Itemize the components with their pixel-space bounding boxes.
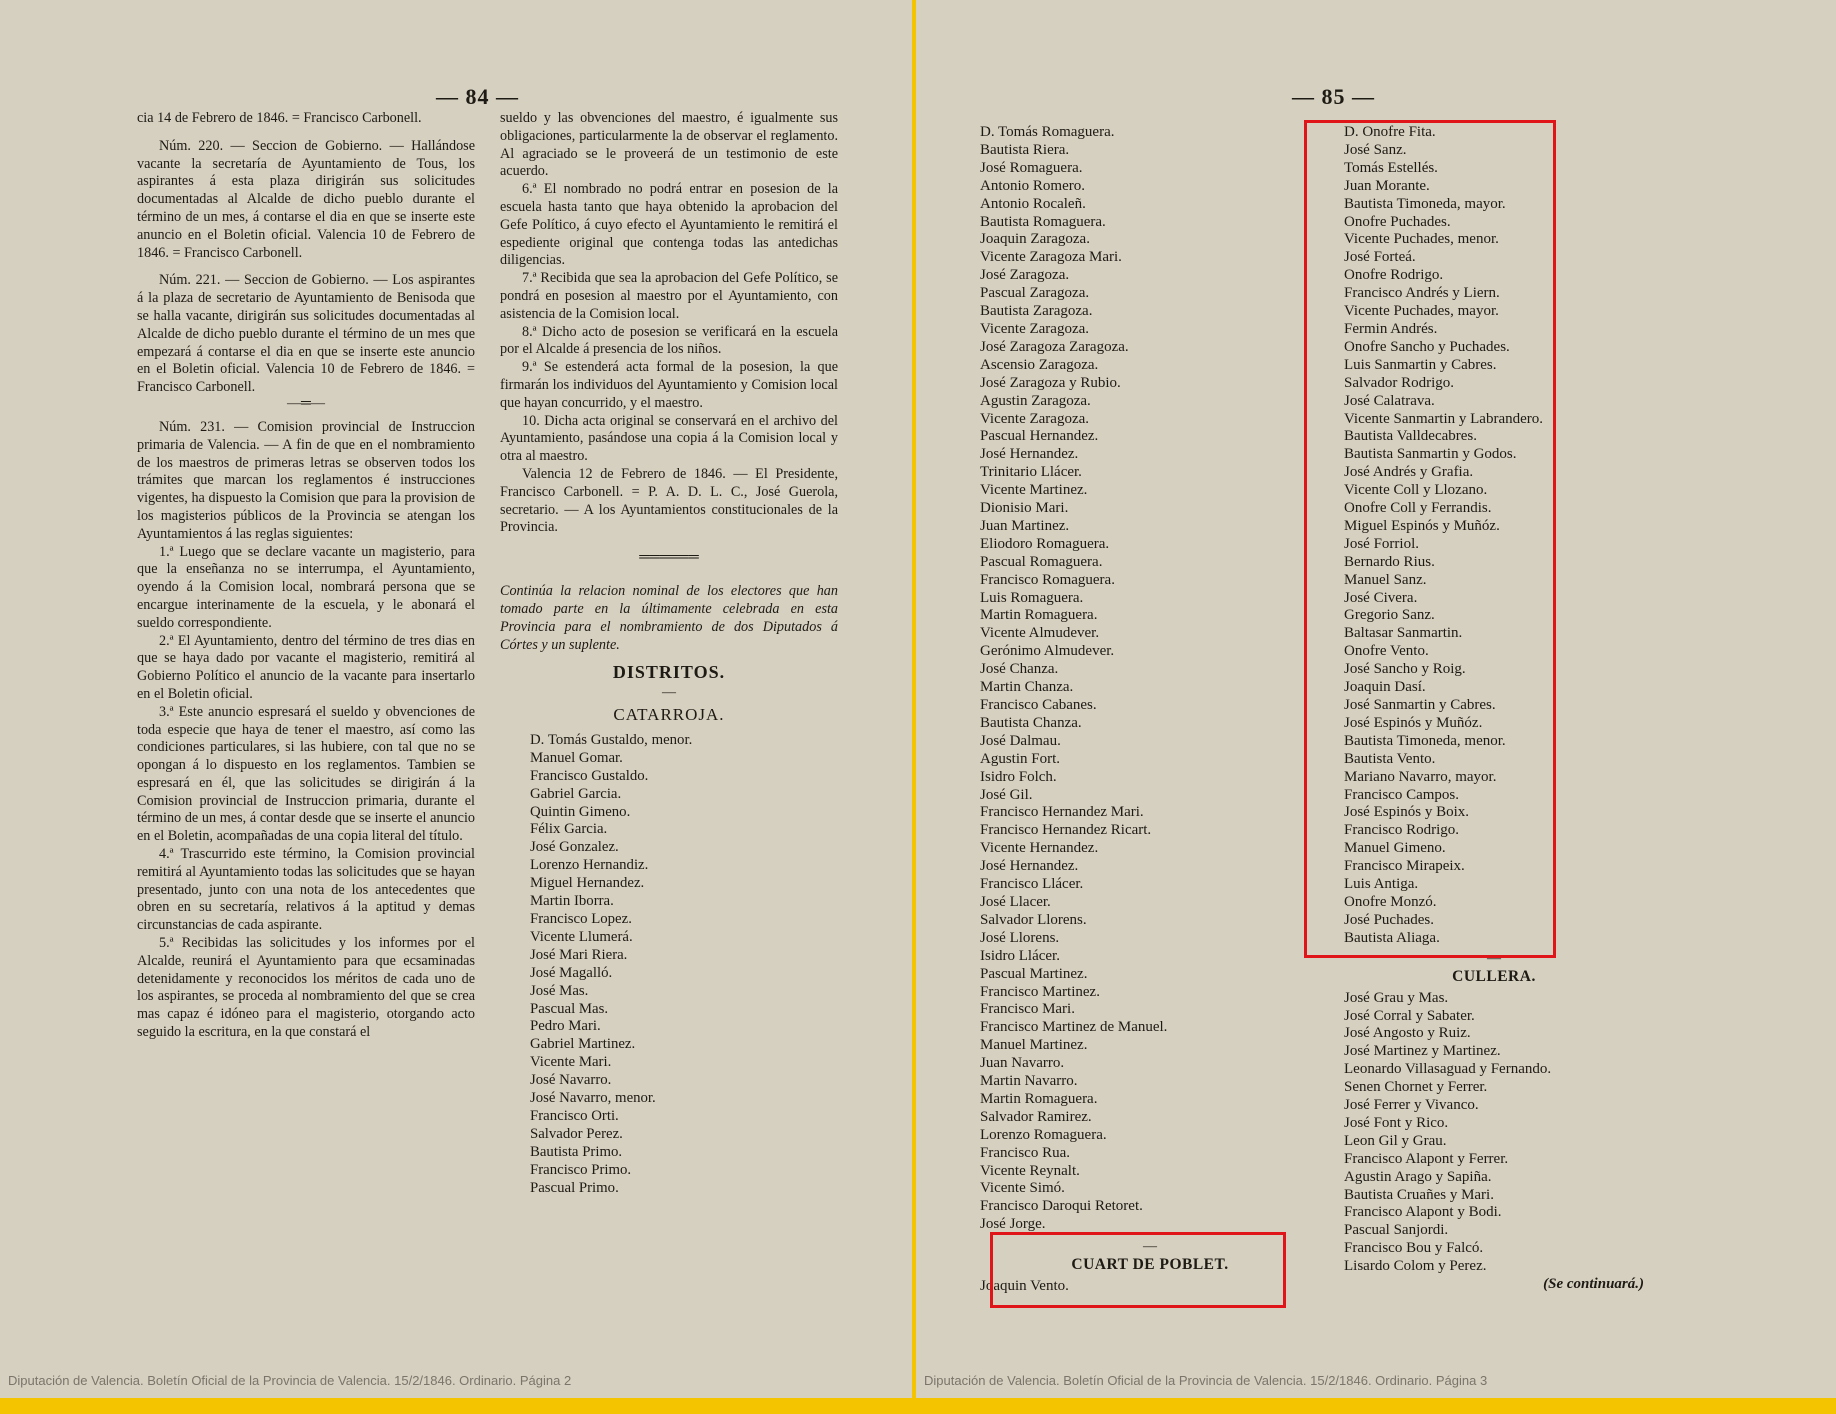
elector-name: José Dalmau. (980, 732, 1061, 749)
page-number: — 84 — (436, 84, 519, 109)
elector-name: Francisco Hernandez Mari. (980, 804, 1144, 821)
elector-name: Francisco Alapont y Bodi. (1344, 1204, 1502, 1221)
elector-name: José Hernandez. (980, 858, 1079, 875)
elector-name: Francisco Rodrigo. (1344, 822, 1459, 839)
rule-3: 3.ª Este anuncio espresará el sueldo y obvenciones de toda especie que haya de tener el maestro, así como las condiciones particulares, si las hubiere, con tal que no se opongan á lo dispuesto en los reglamentos. Tambien se espresará en él, que las solicitudes se dirigirán á la Comision provincial de Instruccion primaria, durante el término de un mes, á contar desde que se inserte el anuncio en el Boletin, acompañadas de una copia literal del título. (137, 703, 475, 845)
elector-name: D. Tomás Romaguera. (980, 124, 1115, 140)
elector-name: José Angosto y Ruiz. (1344, 1025, 1471, 1042)
elector-name: Francisco Lopez. (530, 910, 632, 927)
continued-note: (Se continuará.) (1543, 1276, 1644, 1293)
elector-name: D. Onofre Fita. (1344, 124, 1436, 140)
elector-name: Dionisio Mari. (980, 500, 1069, 517)
paragraph: sueldo y las obvenciones del maestro, é igualmente sus obligaciones, particularmente la de observar el reglamento. Al agraciado se le proveerá de un testimonio de este acuerdo. (500, 110, 838, 180)
elector-name: Gregorio Sanz. (1344, 607, 1435, 624)
elector-name: José Chanza. (980, 661, 1059, 678)
elector-name: José Sanz. (1344, 141, 1407, 158)
elector-name: Onofre Sancho y Puchades. (1344, 338, 1510, 355)
rule-8: 8.ª Dicho acto de posesion se verificará en la escuela por el Alcalde á presencia de los niños. (500, 323, 838, 358)
elector-name: Isidro Folch. (980, 768, 1057, 785)
elector-name: Vicente Simó. (980, 1180, 1065, 1197)
elector-name: José Zaragoza Zaragoza. (980, 338, 1129, 355)
elector-name: José Llorens. (980, 929, 1060, 946)
elector-name: Bautista Cruañes y Mari. (1344, 1186, 1494, 1203)
elector-name: José Mari Riera. (530, 946, 628, 963)
elector-name: José Puchades. (1344, 911, 1434, 928)
elector-name: Vicente Puchades, mayor. (1344, 303, 1499, 320)
elector-name: Francisco Daroqui Retoret. (980, 1198, 1143, 1215)
elector-name: José Romaguera. (980, 159, 1083, 176)
elector-name: Senen Chornet y Ferrer. (1344, 1079, 1488, 1096)
highlight-box-names (1304, 120, 1556, 958)
elector-name: Baltasar Sanmartin. (1344, 625, 1463, 642)
elector-name: Miguel Espinós y Muñóz. (1344, 517, 1500, 534)
elector-name: José Ferrer y Vivanco. (1344, 1097, 1479, 1114)
elector-name: José Forteá. (1344, 249, 1416, 266)
right-column-1 (980, 124, 1320, 1296)
elector-name: José Navarro, menor. (530, 1090, 656, 1107)
signature: Valencia 12 de Febrero de 1846. — El Presidente, Francisco Carbonell. = P. A. D. L. C., José Guerola, secretario. — A los Ayuntamientos constitucionales de la Provincia. (500, 465, 838, 536)
elector-name: Onofre Rodrigo. (1344, 267, 1444, 284)
elector-name: Vicente Sanmartin y Labrandero. (1344, 410, 1544, 427)
elector-name: Francisco Campos. (1344, 786, 1459, 803)
elector-name: D. Tomás Gustaldo, menor. (530, 731, 693, 748)
rule-5: 5.ª Recibidas las solicitudes y los informes por el Alcalde, reunirá el Ayuntamiento para que ecsaminadas detenidamente y reconocidos los méritos de cada uno de los aspirantes, se proceda al nombramiento del que se crea mas capaz é idóneo para el magisterio, otorgando acto seguido la escritura, en la que constará el (137, 935, 475, 1041)
separator: — (1143, 1239, 1157, 1255)
notice-221: Núm. 221. — Seccion de Gobierno. — Los aspirantes á la plaza de secretario de Ayuntamiento de Benisoda que se halla vacante, dirigirán sus solicitudes documentadas al Alcalde de dicho pueblo durante el término de un mes que empezará á contarse el dia en que se inserte este anuncio en el Boletin oficial. Valencia 10 de Febrero de 1846. = Francisco Carbonell. (137, 272, 475, 396)
elector-name: Manuel Gomar. (530, 749, 623, 766)
elector-name: Gabriel Martinez. (530, 1036, 636, 1053)
separator: ══════ (639, 550, 699, 566)
elector-list-cullera (1344, 990, 1644, 1277)
elector-name: Juan Martinez. (980, 517, 1070, 534)
separator: — (1487, 950, 1501, 966)
elector-name: Francisco Cabanes. (980, 697, 1097, 713)
elector-name: José Navarro. (530, 1072, 612, 1089)
elector-name: Bautista Sanmartin y Godos. (1344, 446, 1517, 463)
elector-name: Vicente Zaragoza. (980, 320, 1090, 337)
town-heading: CATARROJA. (613, 705, 725, 725)
elector-name: Francisco Mari. (980, 1001, 1075, 1018)
elector-name: Pascual Zaragoza. (980, 285, 1090, 302)
page-footer: Diputación de Valencia. Boletín Oficial de la Provincia de Valencia. 15/2/1846. Ordinario. Página 2 (8, 1373, 572, 1388)
town-heading-cuart: CUART DE POBLET. (1071, 1256, 1229, 1274)
elector-name: José Zaragoza y Rubio. (980, 374, 1121, 391)
elector-name: José Zaragoza. (980, 267, 1070, 284)
elector-name: Agustin Arago y Sapiña. (1344, 1168, 1492, 1185)
town-heading-cullera: CULLERA. (1452, 967, 1536, 985)
elector-name: José Forriol. (1344, 535, 1419, 552)
elector-name: Trinitario Llácer. (980, 464, 1082, 481)
elector-name: José Andrés y Grafia. (1344, 464, 1474, 481)
elector-name: Joaquin Dasí. (1344, 679, 1426, 696)
elector-name: Vicente Zaragoza Mari. (980, 249, 1122, 266)
elector-list-continued (980, 124, 1320, 1234)
elector-name: Leon Gil y Grau. (1344, 1132, 1447, 1149)
left-column-2 (500, 110, 838, 1197)
elector-name: Francisco Rua. (980, 1144, 1070, 1161)
elector-name: Vicente Zaragoza. (980, 410, 1090, 427)
elector-name: Manuel Gimeno. (1344, 840, 1446, 857)
elector-name: Pascual Hernandez. (980, 428, 1099, 445)
rule-2: 2.ª El Ayuntamiento, dentro del término de tres dias en que se haya dado por vacante el magisterio, remitirá al Gobierno Político el anuncio de la vacante para insertarlo en el Boletin oficial. (137, 632, 475, 702)
elector-name: Lorenzo Hernandiz. (530, 857, 649, 874)
elector-name: Gerónimo Almudever. (980, 643, 1115, 660)
elector-name: Salvador Perez. (530, 1125, 623, 1142)
elector-name: Agustin Zaragoza. (980, 392, 1091, 409)
section-heading: DISTRITOS. (612, 662, 726, 683)
elector-name: Luis Sanmartin y Cabres. (1344, 356, 1497, 373)
elector-name: Francisco Alapont y Ferrer. (1344, 1150, 1509, 1167)
elector-name: Leonardo Villasaguad y Fernando. (1344, 1061, 1552, 1078)
page-85 (916, 0, 1836, 1398)
elector-name: José Gil. (980, 786, 1033, 803)
rule-9: 9.ª Se estenderá acta formal de la posesion, la que firmarán los individuos del Ayuntamiento y Comision local que hayan concurrido, y el maestro. (500, 359, 838, 411)
rule-7: 7.ª Recibida que sea la aprobacion del Gefe Político, se pondrá en posesion al maestro por el Ayuntamiento, con asistencia de la Comision local. (500, 270, 838, 322)
elector-name: Juan Navarro. (980, 1055, 1065, 1072)
elector-name: Pascual Primo. (530, 1179, 619, 1196)
elector-name: Joaquin Vento. (980, 1278, 1069, 1295)
elector-name: Onofre Puchades. (1344, 213, 1451, 230)
elector-name: Juan Morante. (1344, 177, 1430, 194)
separator: —═— (287, 395, 325, 411)
elector-name: Francisco Mirapeix. (1344, 858, 1465, 875)
elector-name: Félix Garcia. (530, 821, 608, 838)
left-column-1 (137, 110, 475, 1042)
elector-name: Vicente Reynalt. (980, 1162, 1080, 1179)
elector-name: Bautista Vento. (1344, 750, 1436, 767)
electors-intro: Continúa la relacion nominal de los electores que han tomado parte en la últimamente celebrada en esta Provincia para el nombramiento de dos Diputados á Córtes y un suplente. (500, 583, 838, 653)
elector-name: José Llacer. (980, 893, 1051, 910)
elector-name: Isidro Llácer. (980, 947, 1060, 964)
elector-name: Eliodoro Romaguera. (980, 535, 1110, 552)
elector-name: Francisco Martinez. (980, 983, 1100, 1000)
elector-name: Ascensio Zaragoza. (980, 356, 1099, 373)
elector-name: Francisco Andrés y Liern. (1344, 285, 1500, 302)
elector-name: Bautista Zaragoza. (980, 303, 1093, 320)
elector-name: Pascual Sanjordi. (1344, 1222, 1449, 1239)
elector-name: Bautista Timoneda, mayor. (1344, 195, 1506, 212)
elector-name: Tomás Estellés. (1344, 159, 1438, 176)
elector-name: Martin Iborra. (530, 893, 614, 910)
elector-name: Miguel Hernandez. (530, 875, 645, 892)
elector-name: Quintin Gimeno. (530, 803, 631, 820)
elector-name: Francisco Martinez de Manuel. (980, 1019, 1168, 1036)
elector-name: José Font y Rico. (1344, 1114, 1449, 1131)
elector-name: Pascual Mas. (530, 1000, 609, 1017)
elector-name: Luis Antiga. (1344, 876, 1419, 893)
page-footer: Diputación de Valencia. Boletín Oficial de la Provincia de Valencia. 15/2/1846. Ordinario. Página 3 (924, 1373, 1488, 1388)
elector-name: Francisco Primo. (530, 1161, 632, 1178)
elector-name: Joaquin Zaragoza. (980, 231, 1090, 248)
rule-10: 10. Dicha acta original se conservará en el archivo del Ayuntamiento, pasándose una copia á la Comision local y otra al maestro. (500, 412, 838, 465)
elector-name: Salvador Rodrigo. (1344, 374, 1454, 391)
elector-name: Onofre Coll y Ferrandis. (1344, 500, 1492, 517)
elector-name: Francisco Gustaldo. (530, 767, 649, 784)
elector-name: Bautista Chanza. (980, 714, 1082, 731)
elector-name: Francisco Hernandez Ricart. (980, 822, 1152, 839)
elector-name: Martin Navarro. (980, 1073, 1078, 1090)
elector-name: Francisco Bou y Falcó. (1344, 1240, 1484, 1257)
elector-name: Pedro Mari. (530, 1018, 601, 1035)
elector-name: José Martinez y Martinez. (1344, 1043, 1501, 1060)
elector-name: Francisco Llácer. (980, 876, 1084, 893)
elector-list-catarroja (500, 732, 838, 1198)
elector-name: Vicente Almudever. (980, 625, 1100, 642)
elector-name: Bautista Valldecabres. (1344, 428, 1478, 445)
elector-name: Gabriel Garcia. (530, 785, 622, 802)
paragraph: cia 14 de Febrero de 1846. = Francisco Carbonell. (137, 110, 422, 126)
elector-name: Salvador Llorens. (980, 911, 1087, 928)
elector-name: Vicente Coll y Llozano. (1344, 482, 1488, 499)
elector-name: Bernardo Rius. (1344, 553, 1435, 570)
elector-name: José Espinós y Muñóz. (1344, 714, 1483, 731)
elector-name: Lisardo Colom y Perez. (1344, 1258, 1487, 1275)
elector-name: Lorenzo Romaguera. (980, 1126, 1107, 1143)
highlight-box-cuart (990, 1232, 1286, 1308)
elector-name: Vicente Martinez. (980, 482, 1088, 499)
rule-6: 6.ª El nombrado no podrá entrar en posesion de la escuela hasta tanto que haya obtenido la aprobacion del Gefe Político, á cuyo efecto el Ayuntamiento le remitirá el espediente original que contenga todas las antedichas diligencias. (500, 181, 838, 269)
elector-name: Onofre Vento. (1344, 643, 1429, 660)
elector-name: Bautista Riera. (980, 141, 1070, 158)
elector-name: José Magalló. (530, 964, 613, 981)
elector-name: José Gonzalez. (530, 839, 619, 856)
elector-name: Mariano Navarro, mayor. (1344, 768, 1497, 785)
elector-name: Agustin Fort. (980, 750, 1061, 767)
elector-name: Manuel Sanz. (1344, 571, 1427, 588)
elector-name: José Grau y Mas. (1344, 989, 1449, 1006)
elector-name: Onofre Monzó. (1344, 893, 1437, 910)
elector-name: José Sanmartin y Cabres. (1344, 697, 1496, 713)
elector-name: Fermin Andrés. (1344, 320, 1438, 337)
elector-name: José Sancho y Roig. (1344, 661, 1466, 678)
separator: — (662, 685, 676, 701)
elector-name: Vicente Llumerá. (530, 928, 633, 945)
elector-name: Bautista Aliaga. (1344, 929, 1440, 946)
elector-name: José Mas. (530, 982, 589, 999)
elector-name: Bautista Romaguera. (980, 213, 1106, 230)
elector-name: Pascual Romaguera. (980, 553, 1103, 570)
page-84 (0, 0, 912, 1398)
elector-name: Manuel Martinez. (980, 1037, 1088, 1054)
elector-name: Martin Romaguera. (980, 1090, 1098, 1107)
elector-name: Martin Romaguera. (980, 607, 1098, 624)
elector-name: José Jorge. (980, 1216, 1046, 1233)
elector-name: Vicente Mari. (530, 1054, 612, 1071)
elector-name: Francisco Orti. (530, 1107, 619, 1124)
elector-name: José Espinós y Boix. (1344, 804, 1470, 821)
elector-name: Salvador Ramirez. (980, 1108, 1092, 1125)
elector-name: Antonio Rocaleñ. (980, 195, 1086, 212)
rule-4: 4.ª Trascurrido este término, la Comision provincial remitirá al Ayuntamiento todas las solicitudes que se hayan presentado, junto con una nota de los antecedentes que obren en su secretaría, relativos á la aptitud y demas circunstancias de cada aspirante. (137, 846, 475, 934)
elector-name: José Civera. (1344, 589, 1418, 606)
elector-name: Vicente Hernandez. (980, 840, 1099, 857)
elector-name: Bautista Primo. (530, 1143, 623, 1160)
elector-name: José Calatrava. (1344, 392, 1435, 409)
elector-name: José Hernandez. (980, 446, 1079, 463)
elector-name: Pascual Martinez. (980, 965, 1088, 982)
elector-name: Francisco Romaguera. (980, 571, 1115, 588)
page-number: — 85 — (1292, 84, 1375, 109)
elector-name: Vicente Puchades, menor. (1344, 231, 1499, 248)
elector-name: Antonio Romero. (980, 177, 1085, 194)
rule-1: 1.ª Luego que se declare vacante un magisterio, para que la enseñanza no se interrumpa, el Ayuntamiento, oyendo á la Comision local, nombrará persona que se encargue interinamente de la escuela, y le abonará el sueldo correspondiente. (137, 543, 475, 631)
elector-name: Luis Romaguera. (980, 589, 1084, 606)
elector-name: Martin Chanza. (980, 679, 1074, 696)
elector-name: José Corral y Sabater. (1344, 1007, 1475, 1024)
notice-220: Núm. 220. — Seccion de Gobierno. — Hallándose vacante la secretaría de Ayuntamiento de Tous, los aspirantes á esta plaza dirigirán sus solicitudes documentadas al Alcalde de dicho pueblo durante el término de un mes, á contarse el dia en que se inserte este anuncio en el Boletin oficial. Valencia 10 de Febrero de 1846. = Francisco Carbonell. (137, 137, 475, 261)
notice-231: Núm. 231. — Comision provincial de Instruccion primaria de Valencia. — A fin de que en el nombramiento de los maestros de primeras letras se observen todos los trámites que marcan los reglamentos é instrucciones vigentes, ha dispuesto la Comision que para la provision de los magisterios públicos de la Provincia se atengan los Ayuntamientos á las reglas siguientes: (137, 418, 475, 542)
elector-name: Bautista Timoneda, menor. (1344, 732, 1506, 749)
